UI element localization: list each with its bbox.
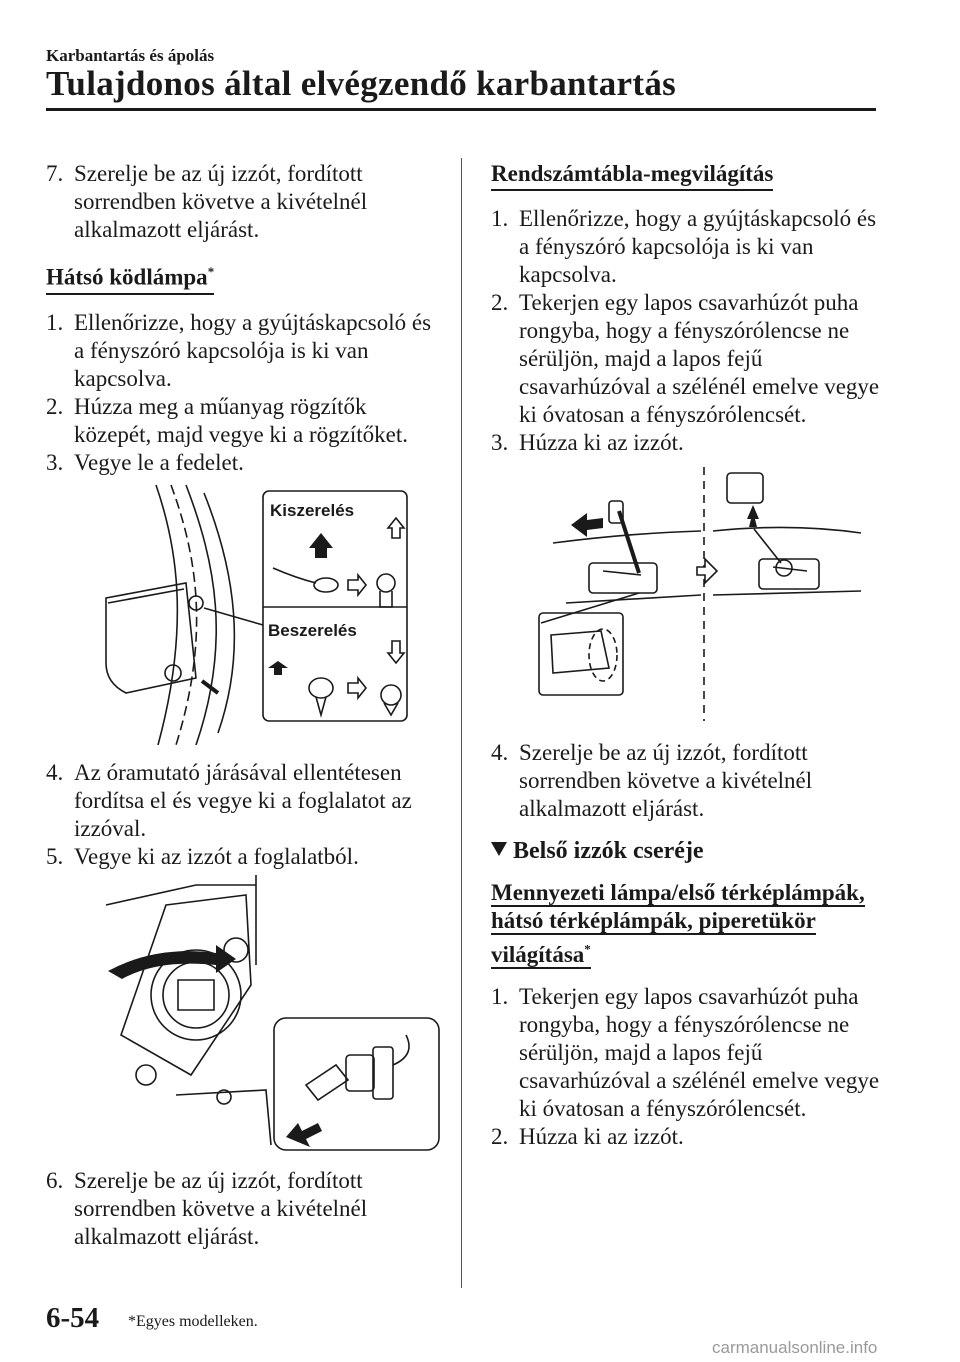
interior-bulbs-heading: Belső izzók cseréje bbox=[491, 837, 886, 865]
removal-label: Kiszerelés bbox=[270, 500, 355, 520]
right-column bbox=[491, 160, 886, 1151]
footnote: *Egyes modelleken. bbox=[128, 1313, 258, 1330]
watermark: carmanualsonline.info bbox=[712, 1338, 878, 1357]
socket-removal-illustration bbox=[46, 875, 441, 1153]
fog-lamp-heading: Hátsó ködlámpa* bbox=[46, 258, 214, 295]
fog-lamp-cover-illustration bbox=[46, 483, 441, 745]
license-plate-lens-illustration bbox=[491, 463, 886, 725]
license-plate-heading: Rendszámtábla-megvilágítás bbox=[491, 160, 773, 191]
list-item: 5. Vegye ki az izzót a foglalatból. bbox=[46, 843, 359, 869]
left-column bbox=[46, 160, 441, 1251]
step-6: 6. Szerelje be az új izzót, fordított sorrendben követve a kivételnél alkalmazott eljárást. bbox=[46, 1167, 368, 1249]
section-label: Karbantartás és ápolás bbox=[46, 46, 215, 65]
triangle-marker-icon bbox=[491, 842, 507, 856]
column-divider bbox=[461, 158, 462, 1288]
page-title: Tulajdonos által elvégzendő karbantartás bbox=[46, 64, 677, 103]
step-4: 4. Szerelje be az új izzót, fordított sorrendben követve a kivételnél alkalmazott eljárást. bbox=[491, 740, 813, 821]
fog-lamp-cover-figure bbox=[46, 483, 441, 745]
list-item: 1. Tekerjen egy lapos csavarhúzót puha rongyba, hogy a fényszórólencse ne sérüljön, majd a lapos fejű csavarhúzóval a szélénél emelve vegye ki óvatosan a fényszórólencsét. bbox=[491, 983, 880, 1121]
ceiling-lamp-heading: Mennyezeti lámpa/első térképlámpák, hátsó térképlámpák, piperetükör világítása* bbox=[491, 880, 865, 967]
list-item: 3. Húzza ki az izzót. bbox=[491, 430, 684, 455]
list-item: 3. Vegye le a fedelet. bbox=[46, 449, 244, 475]
step-7: 7. Szerelje be az új izzót, fordított sorrendben követve a kivételnél alkalmazott eljárást. bbox=[46, 161, 368, 242]
list-item: 2. Tekerjen egy lapos csavarhúzót puha rongyba, hogy a fényszórólencse ne sérüljön, majd a lapos fejű csavarhúzóval a szélénél emelve vegye ki óvatosan a fényszórólencsét. bbox=[491, 290, 880, 427]
list-item: 2. Húzza ki az izzót. bbox=[491, 1123, 684, 1149]
list-item: 4. Az óramutató járásával ellentétesen fordítsa el és vegye ki a foglalatot az izzóval. bbox=[46, 759, 412, 841]
license-plate-lens-figure bbox=[491, 463, 886, 725]
list-item: 1. Ellenőrizze, hogy a gyújtáskapcsoló és a fényszóró kapcsolója is ki van kapcsolva. bbox=[491, 206, 877, 287]
list-item: 1. Ellenőrizze, hogy a gyújtáskapcsoló és a fényszóró kapcsolója is ki van kapcsolva. bbox=[46, 309, 432, 391]
list-item: 2. Húzza meg a műanyag rögzítők közepét, majd vegye ki a rögzítőket. bbox=[46, 393, 409, 447]
header-divider bbox=[46, 108, 876, 111]
page-number: 6-54 bbox=[46, 1302, 100, 1334]
installation-label: Beszerelés bbox=[268, 620, 357, 640]
socket-removal-figure bbox=[46, 875, 441, 1153]
